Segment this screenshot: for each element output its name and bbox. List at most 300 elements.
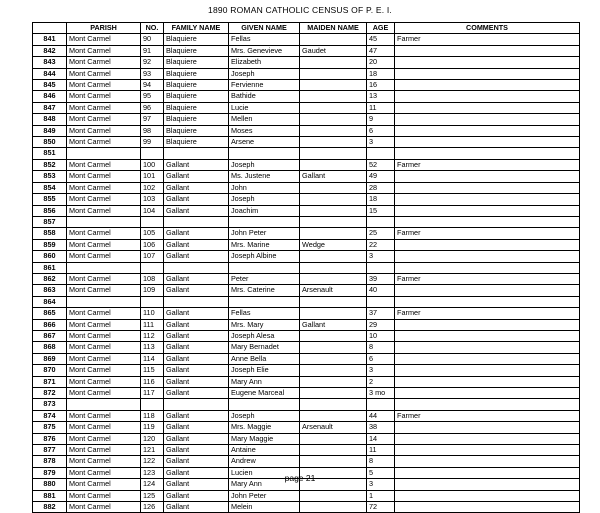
- row-number-cell: 863: [33, 285, 67, 296]
- parish-cell: Mont Carmel: [67, 239, 141, 250]
- family-name-cell: Blaquiere: [164, 68, 229, 79]
- no-cell: [141, 148, 164, 159]
- maiden-name-cell: [300, 410, 367, 421]
- given-name-cell: [229, 262, 300, 273]
- parish-cell: Mont Carmel: [67, 57, 141, 68]
- table-row: [33, 399, 580, 410]
- family-name-cell: Gallant: [164, 159, 229, 170]
- parish-cell: [67, 296, 141, 307]
- no-cell: 110: [141, 308, 164, 319]
- no-cell: 115: [141, 365, 164, 376]
- row-number-cell: 882: [33, 502, 67, 513]
- comments-cell: Farmer: [395, 228, 580, 239]
- given-name-cell: Lucie: [229, 102, 300, 113]
- family-name-cell: [164, 296, 229, 307]
- age-cell: 25: [367, 228, 395, 239]
- given-name-cell: Lucien: [229, 467, 300, 478]
- row-number-cell: 874: [33, 410, 67, 421]
- table-row: [33, 330, 580, 341]
- age-cell: 11: [367, 102, 395, 113]
- age-cell: 2: [367, 376, 395, 387]
- no-cell: 105: [141, 228, 164, 239]
- row-number-cell: 868: [33, 342, 67, 353]
- maiden-name-cell: [300, 228, 367, 239]
- age-cell: 3: [367, 251, 395, 262]
- age-cell: 37: [367, 308, 395, 319]
- age-cell: 9: [367, 114, 395, 125]
- comments-cell: [395, 182, 580, 193]
- table-row: [33, 34, 580, 45]
- maiden-name-cell: Gallant: [300, 171, 367, 182]
- maiden-name-cell: [300, 137, 367, 148]
- no-cell: 114: [141, 353, 164, 364]
- comments-cell: [395, 91, 580, 102]
- maiden-name-cell: [300, 205, 367, 216]
- no-cell: 91: [141, 45, 164, 56]
- table-row: [33, 433, 580, 444]
- age-cell: 52: [367, 159, 395, 170]
- header-no: NO.: [141, 23, 164, 34]
- no-cell: 126: [141, 502, 164, 513]
- family-name-cell: Gallant: [164, 171, 229, 182]
- given-name-cell: Mary Ann: [229, 376, 300, 387]
- header-row-number: [33, 23, 67, 34]
- table-row: [33, 91, 580, 102]
- family-name-cell: Gallant: [164, 502, 229, 513]
- comments-cell: Farmer: [395, 308, 580, 319]
- no-cell: 112: [141, 330, 164, 341]
- no-cell: 103: [141, 194, 164, 205]
- header-parish: PARISH: [67, 23, 141, 34]
- parish-cell: Mont Carmel: [67, 330, 141, 341]
- age-cell: 72: [367, 502, 395, 513]
- no-cell: 96: [141, 102, 164, 113]
- given-name-cell: Joseph Elie: [229, 365, 300, 376]
- comments-cell: Farmer: [395, 159, 580, 170]
- parish-cell: Mont Carmel: [67, 319, 141, 330]
- given-name-cell: John Peter: [229, 228, 300, 239]
- comments-cell: [395, 433, 580, 444]
- family-name-cell: Gallant: [164, 251, 229, 262]
- given-name-cell: Moses: [229, 125, 300, 136]
- given-name-cell: Mary Ann: [229, 479, 300, 490]
- age-cell: 20: [367, 57, 395, 68]
- no-cell: 106: [141, 239, 164, 250]
- given-name-cell: Fervienne: [229, 80, 300, 91]
- parish-cell: Mont Carmel: [67, 273, 141, 284]
- table-row: [33, 319, 580, 330]
- family-name-cell: Gallant: [164, 330, 229, 341]
- given-name-cell: Joachim: [229, 205, 300, 216]
- family-name-cell: Gallant: [164, 467, 229, 478]
- age-cell: 8: [367, 456, 395, 467]
- given-name-cell: Mary Maggie: [229, 433, 300, 444]
- family-name-cell: Gallant: [164, 410, 229, 421]
- family-name-cell: Blaquiere: [164, 45, 229, 56]
- given-name-cell: Joseph Albine: [229, 251, 300, 262]
- given-name-cell: Fellas: [229, 34, 300, 45]
- table-row: [33, 273, 580, 284]
- family-name-cell: [164, 399, 229, 410]
- no-cell: 101: [141, 171, 164, 182]
- maiden-name-cell: [300, 433, 367, 444]
- age-cell: 45: [367, 34, 395, 45]
- age-cell: 47: [367, 45, 395, 56]
- given-name-cell: Elizabeth: [229, 57, 300, 68]
- age-cell: 1: [367, 490, 395, 501]
- age-cell: 44: [367, 410, 395, 421]
- row-number-cell: 875: [33, 422, 67, 433]
- page-title: 1890 ROMAN CATHOLIC CENSUS OF P. E. I.: [208, 5, 392, 15]
- comments-cell: [395, 388, 580, 399]
- parish-cell: Mont Carmel: [67, 91, 141, 102]
- table-row: [33, 228, 580, 239]
- family-name-cell: [164, 148, 229, 159]
- family-name-cell: Gallant: [164, 319, 229, 330]
- table-row: [33, 296, 580, 307]
- given-name-cell: Joseph: [229, 159, 300, 170]
- row-number-cell: 846: [33, 91, 67, 102]
- no-cell: [141, 296, 164, 307]
- table-row: [33, 410, 580, 421]
- no-cell: 109: [141, 285, 164, 296]
- table-row: [33, 251, 580, 262]
- no-cell: 102: [141, 182, 164, 193]
- no-cell: 95: [141, 91, 164, 102]
- given-name-cell: John: [229, 182, 300, 193]
- table-row: [33, 308, 580, 319]
- maiden-name-cell: [300, 342, 367, 353]
- family-name-cell: Gallant: [164, 388, 229, 399]
- family-name-cell: Blaquiere: [164, 57, 229, 68]
- parish-cell: Mont Carmel: [67, 34, 141, 45]
- row-number-cell: 849: [33, 125, 67, 136]
- comments-cell: Farmer: [395, 273, 580, 284]
- table-row: [33, 445, 580, 456]
- table-row: [33, 57, 580, 68]
- comments-cell: [395, 399, 580, 410]
- no-cell: 99: [141, 137, 164, 148]
- table-row: [33, 262, 580, 273]
- given-name-cell: Ms. Justene: [229, 171, 300, 182]
- parish-cell: Mont Carmel: [67, 171, 141, 182]
- parish-cell: Mont Carmel: [67, 342, 141, 353]
- header-age: AGE: [367, 23, 395, 34]
- maiden-name-cell: [300, 262, 367, 273]
- age-cell: 14: [367, 433, 395, 444]
- comments-cell: [395, 205, 580, 216]
- maiden-name-cell: [300, 296, 367, 307]
- family-name-cell: Gallant: [164, 239, 229, 250]
- given-name-cell: Eugene Marceal: [229, 388, 300, 399]
- family-name-cell: Gallant: [164, 228, 229, 239]
- no-cell: 117: [141, 388, 164, 399]
- family-name-cell: Gallant: [164, 194, 229, 205]
- table-row: [33, 353, 580, 364]
- parish-cell: [67, 148, 141, 159]
- given-name-cell: Fellas: [229, 308, 300, 319]
- parish-cell: Mont Carmel: [67, 456, 141, 467]
- comments-cell: [395, 194, 580, 205]
- given-name-cell: [229, 296, 300, 307]
- family-name-cell: Gallant: [164, 422, 229, 433]
- row-number-cell: 860: [33, 251, 67, 262]
- header-row: [33, 23, 580, 34]
- table-row: [33, 159, 580, 170]
- row-number-cell: 862: [33, 273, 67, 284]
- given-name-cell: [229, 399, 300, 410]
- parish-cell: Mont Carmel: [67, 308, 141, 319]
- maiden-name-cell: [300, 182, 367, 193]
- row-number-cell: 870: [33, 365, 67, 376]
- comments-cell: [395, 502, 580, 513]
- parish-cell: Mont Carmel: [67, 433, 141, 444]
- age-cell: 10: [367, 330, 395, 341]
- family-name-cell: Gallant: [164, 445, 229, 456]
- age-cell: 6: [367, 125, 395, 136]
- family-name-cell: Blaquiere: [164, 114, 229, 125]
- comments-cell: [395, 353, 580, 364]
- comments-cell: [395, 342, 580, 353]
- parish-cell: Mont Carmel: [67, 159, 141, 170]
- given-name-cell: Mrs. Marine: [229, 239, 300, 250]
- age-cell: 49: [367, 171, 395, 182]
- given-name-cell: Joseph Alesa: [229, 330, 300, 341]
- maiden-name-cell: [300, 194, 367, 205]
- table-row: [33, 422, 580, 433]
- header-comments: COMMENTS: [395, 23, 580, 34]
- family-name-cell: Gallant: [164, 308, 229, 319]
- maiden-name-cell: [300, 34, 367, 45]
- table-row: [33, 68, 580, 79]
- parish-cell: Mont Carmel: [67, 194, 141, 205]
- row-number-cell: 850: [33, 137, 67, 148]
- given-name-cell: Mrs. Maggie: [229, 422, 300, 433]
- no-cell: 120: [141, 433, 164, 444]
- given-name-cell: Mellen: [229, 114, 300, 125]
- maiden-name-cell: Gallant: [300, 319, 367, 330]
- table-row: [33, 216, 580, 227]
- parish-cell: [67, 216, 141, 227]
- age-cell: [367, 262, 395, 273]
- no-cell: 108: [141, 273, 164, 284]
- parish-cell: Mont Carmel: [67, 410, 141, 421]
- age-cell: [367, 399, 395, 410]
- header-family-name: FAMILY NAME: [164, 23, 229, 34]
- maiden-name-cell: [300, 353, 367, 364]
- maiden-name-cell: [300, 376, 367, 387]
- comments-cell: [395, 114, 580, 125]
- given-name-cell: Andrew: [229, 456, 300, 467]
- family-name-cell: Blaquiere: [164, 34, 229, 45]
- age-cell: 22: [367, 239, 395, 250]
- family-name-cell: Blaquiere: [164, 125, 229, 136]
- given-name-cell: Peter: [229, 273, 300, 284]
- parish-cell: Mont Carmel: [67, 228, 141, 239]
- maiden-name-cell: [300, 57, 367, 68]
- row-number-cell: 880: [33, 479, 67, 490]
- row-number-cell: 841: [33, 34, 67, 45]
- maiden-name-cell: [300, 159, 367, 170]
- maiden-name-cell: [300, 102, 367, 113]
- parish-cell: Mont Carmel: [67, 114, 141, 125]
- row-number-cell: 878: [33, 456, 67, 467]
- row-number-cell: 879: [33, 467, 67, 478]
- family-name-cell: Gallant: [164, 490, 229, 501]
- table-row: [33, 171, 580, 182]
- family-name-cell: [164, 216, 229, 227]
- parish-cell: [67, 262, 141, 273]
- no-cell: [141, 216, 164, 227]
- given-name-cell: Joseph: [229, 194, 300, 205]
- no-cell: 116: [141, 376, 164, 387]
- maiden-name-cell: [300, 114, 367, 125]
- row-number-cell: 865: [33, 308, 67, 319]
- comments-cell: [395, 376, 580, 387]
- table-row: [33, 137, 580, 148]
- row-number-cell: 848: [33, 114, 67, 125]
- parish-cell: Mont Carmel: [67, 445, 141, 456]
- parish-cell: Mont Carmel: [67, 376, 141, 387]
- row-number-cell: 842: [33, 45, 67, 56]
- maiden-name-cell: [300, 388, 367, 399]
- given-name-cell: John Peter: [229, 490, 300, 501]
- comments-cell: [395, 125, 580, 136]
- maiden-name-cell: [300, 125, 367, 136]
- family-name-cell: Gallant: [164, 342, 229, 353]
- no-cell: 113: [141, 342, 164, 353]
- parish-cell: Mont Carmel: [67, 205, 141, 216]
- family-name-cell: Gallant: [164, 273, 229, 284]
- maiden-name-cell: [300, 91, 367, 102]
- row-number-cell: 852: [33, 159, 67, 170]
- family-name-cell: Gallant: [164, 205, 229, 216]
- comments-cell: Farmer: [395, 34, 580, 45]
- maiden-name-cell: [300, 216, 367, 227]
- age-cell: 3 mo: [367, 388, 395, 399]
- row-number-cell: 859: [33, 239, 67, 250]
- given-name-cell: Melein: [229, 502, 300, 513]
- row-number-cell: 871: [33, 376, 67, 387]
- parish-cell: Mont Carmel: [67, 251, 141, 262]
- maiden-name-cell: [300, 251, 367, 262]
- given-name-cell: Mrs. Genevieve: [229, 45, 300, 56]
- parish-cell: Mont Carmel: [67, 388, 141, 399]
- family-name-cell: Blaquiere: [164, 80, 229, 91]
- maiden-name-cell: [300, 308, 367, 319]
- parish-cell: Mont Carmel: [67, 285, 141, 296]
- age-cell: [367, 216, 395, 227]
- no-cell: 94: [141, 80, 164, 91]
- no-cell: 107: [141, 251, 164, 262]
- family-name-cell: Gallant: [164, 479, 229, 490]
- table-row: [33, 490, 580, 501]
- given-name-cell: Mrs. Mary: [229, 319, 300, 330]
- row-number-cell: 867: [33, 330, 67, 341]
- row-number-cell: 861: [33, 262, 67, 273]
- given-name-cell: Joseph: [229, 410, 300, 421]
- maiden-name-cell: Wedge: [300, 239, 367, 250]
- given-name-cell: Joseph: [229, 68, 300, 79]
- row-number-cell: 851: [33, 148, 67, 159]
- comments-cell: [395, 445, 580, 456]
- table-row: [33, 182, 580, 193]
- comments-cell: [395, 422, 580, 433]
- no-cell: 100: [141, 159, 164, 170]
- table-row: [33, 365, 580, 376]
- maiden-name-cell: [300, 273, 367, 284]
- given-name-cell: Mrs. Caterine: [229, 285, 300, 296]
- given-name-cell: Bathide: [229, 91, 300, 102]
- table-row: [33, 342, 580, 353]
- census-table: [32, 22, 580, 513]
- no-cell: 97: [141, 114, 164, 125]
- age-cell: 11: [367, 445, 395, 456]
- comments-cell: [395, 285, 580, 296]
- comments-cell: [395, 171, 580, 182]
- row-number-cell: 856: [33, 205, 67, 216]
- parish-cell: Mont Carmel: [67, 45, 141, 56]
- maiden-name-cell: [300, 330, 367, 341]
- row-number-cell: 873: [33, 399, 67, 410]
- comments-cell: [395, 80, 580, 91]
- age-cell: 18: [367, 68, 395, 79]
- parish-cell: Mont Carmel: [67, 353, 141, 364]
- maiden-name-cell: [300, 445, 367, 456]
- table-row: [33, 45, 580, 56]
- no-cell: [141, 262, 164, 273]
- no-cell: 123: [141, 467, 164, 478]
- table-row: [33, 194, 580, 205]
- maiden-name-cell: Arsenault: [300, 422, 367, 433]
- maiden-name-cell: [300, 490, 367, 501]
- table-row: [33, 456, 580, 467]
- comments-cell: [395, 365, 580, 376]
- row-number-cell: 855: [33, 194, 67, 205]
- row-number-cell: 872: [33, 388, 67, 399]
- comments-cell: [395, 57, 580, 68]
- age-cell: 28: [367, 182, 395, 193]
- maiden-name-cell: [300, 365, 367, 376]
- age-cell: [367, 296, 395, 307]
- comments-cell: [395, 262, 580, 273]
- row-number-cell: 858: [33, 228, 67, 239]
- no-cell: 121: [141, 445, 164, 456]
- parish-cell: Mont Carmel: [67, 125, 141, 136]
- family-name-cell: Blaquiere: [164, 102, 229, 113]
- no-cell: [141, 399, 164, 410]
- no-cell: 111: [141, 319, 164, 330]
- parish-cell: Mont Carmel: [67, 68, 141, 79]
- no-cell: 92: [141, 57, 164, 68]
- family-name-cell: [164, 262, 229, 273]
- row-number-cell: 845: [33, 80, 67, 91]
- table-row: [33, 239, 580, 250]
- given-name-cell: Mary Bernadet: [229, 342, 300, 353]
- maiden-name-cell: [300, 80, 367, 91]
- comments-cell: [395, 251, 580, 262]
- age-cell: 38: [367, 422, 395, 433]
- no-cell: 93: [141, 68, 164, 79]
- row-number-cell: 864: [33, 296, 67, 307]
- census-rows: [33, 34, 580, 513]
- row-number-cell: 881: [33, 490, 67, 501]
- given-name-cell: [229, 216, 300, 227]
- family-name-cell: Blaquiere: [164, 91, 229, 102]
- maiden-name-cell: Arsenault: [300, 285, 367, 296]
- parish-cell: Mont Carmel: [67, 422, 141, 433]
- comments-cell: [395, 148, 580, 159]
